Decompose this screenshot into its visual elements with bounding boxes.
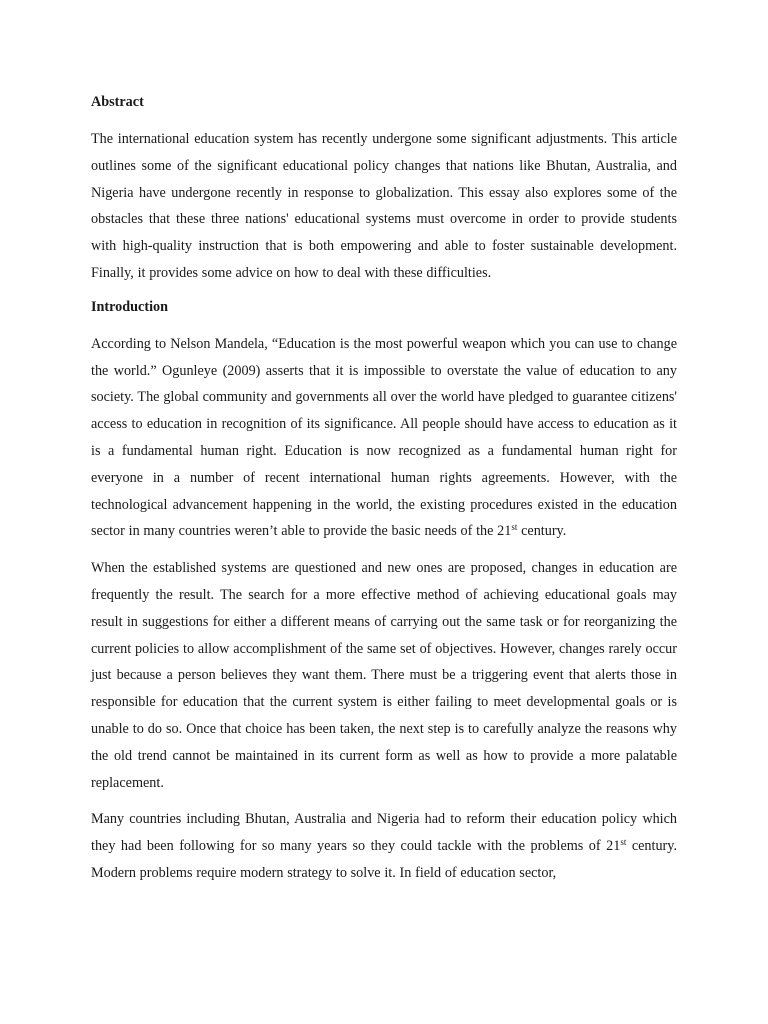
introduction-paragraph-1: [91, 331, 677, 545]
introduction-heading: Introduction: [91, 298, 168, 315]
document-body: [91, 92, 677, 897]
abstract-paragraph: The international education system has recently undergone some significant adjustments. This article outlines some of the significant educational policy changes that nations like Bhutan, Australia, and Nigeria have undergone recently in response to globalization. This essay also explores some of the obstacles that these three nations' educational systems must overcome in order to provide students with high-quality instruction that is both empowering and able to foster sustainable development. Finally, it provides some advice on how to deal with these difficulties.: [91, 131, 677, 281]
abstract-heading: Abstract: [91, 94, 144, 110]
ordinal-superscript: st: [511, 522, 518, 533]
ordinal-superscript: st: [620, 837, 627, 848]
paragraph-3-end: century. Modern problems require modern strategy to solve it. In field of education sector,: [91, 838, 677, 881]
paragraph-1-text: According to Nelson Mandela, “Education is the most powerful weapon which you can use to change the world.” Ogunleye (2009) asserts that it is impossible to overstate the value of education to any society. The global community and governments all over the world have pledged to guarantee citizens' access to education in recognition of its significance. All people should have access to education as it is a fundamental human right. Education is now recognized as a fundamental human right for everyone in a number of recent international human rights agreements. However, with the technological advancement happening in the world, the existing procedures existed in the education sector in many countries weren’t able to provide the basic needs of the 21: [91, 335, 677, 540]
introduction-paragraph-3: [91, 806, 677, 886]
paragraph-1-end: century.: [517, 523, 567, 540]
paragraph-3-text: Many countries including Bhutan, Australia and Nigeria had to reform their education policy which they had been following for so many years so they could tackle with the problems of 21: [91, 811, 677, 855]
introduction-paragraph-2: When the established systems are questioned and new ones are proposed, changes in education are frequently the result. The search for a more effective method of achieving educational goals may result in suggestions for either a different means of carrying out the same task or for reorganizing the current policies to allow accomplishment of the same set of objectives. However, changes rarely occur just because a person believes they want them. There must be a triggering event that alerts those in responsible for education that the current system is either failing to meet developmental goals or is unable to do so. Once that choice has been taken, the next step is to carefully analyze the reasons why the old trend cannot be maintained in its current form as well as how to provide a more palatable replacement.: [91, 560, 677, 791]
